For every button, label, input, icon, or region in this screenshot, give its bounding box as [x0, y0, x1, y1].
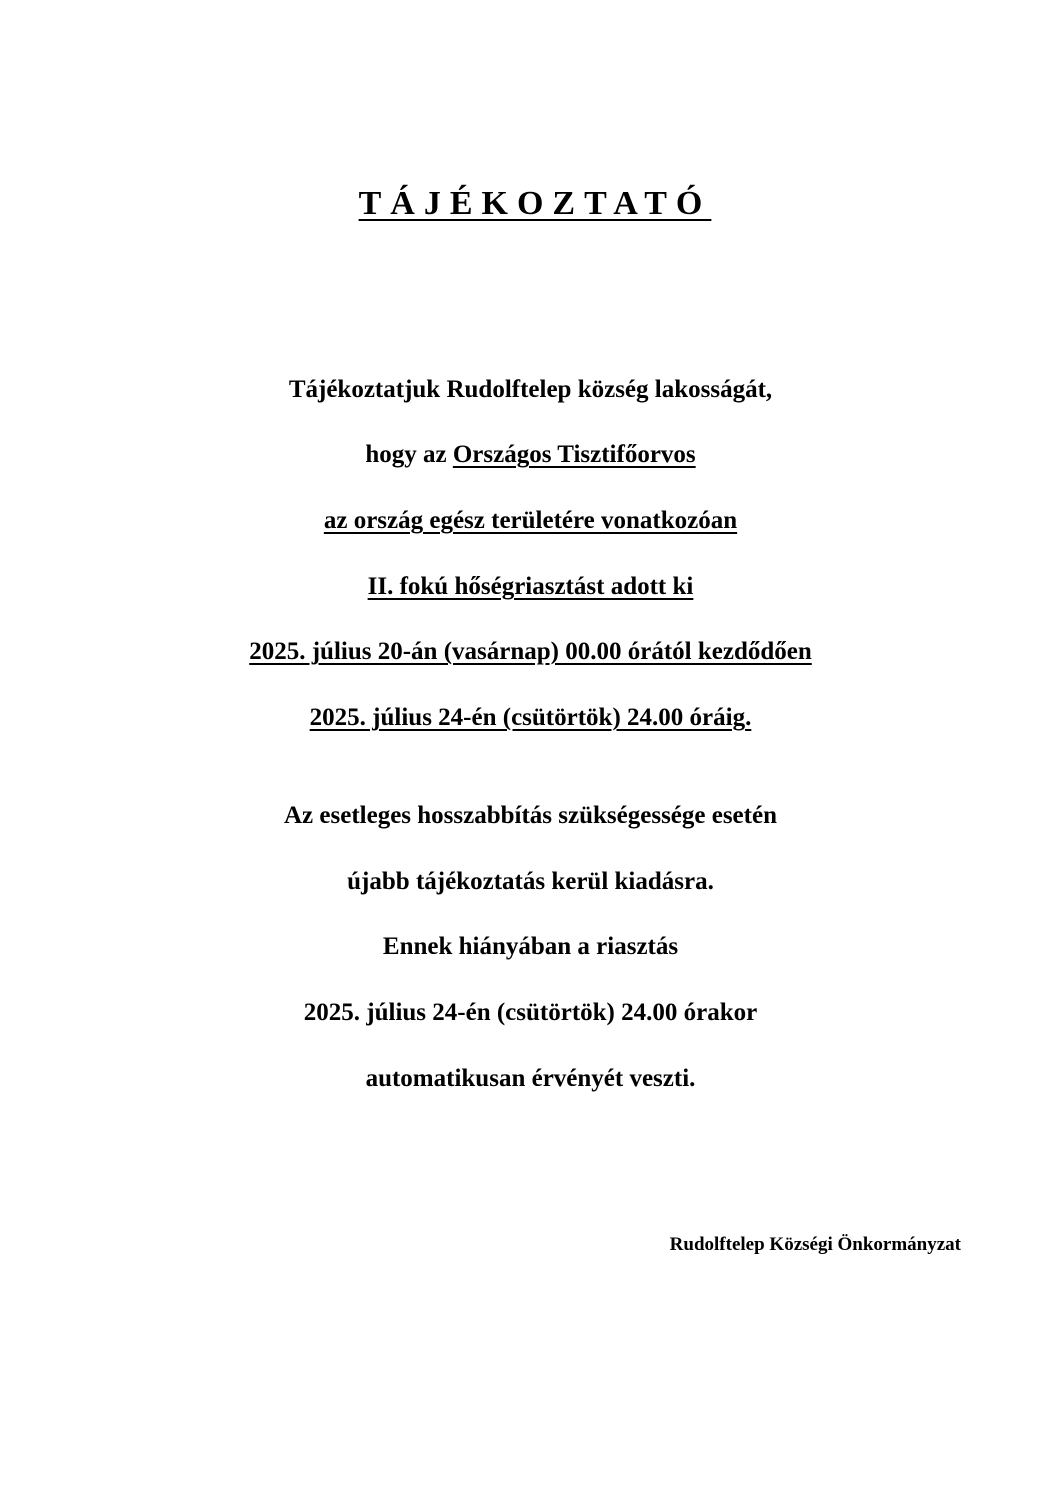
extension-line-2: újabb tájékoztatás kerül kiadásra.	[347, 868, 714, 895]
notice-line-6	[0, 702, 1061, 734]
extension-line-3: Ennek hiányában a riasztás	[382, 933, 679, 960]
document-title-text: TÁJÉKOZTATÓ	[358, 185, 712, 222]
signature: Rudolftelep Községi Önkormányzat	[669, 1234, 961, 1255]
alert-start-date-text: 2025. július 20-án (vasárnap) 00.00 órától kezdődően	[249, 638, 812, 665]
notice-line-2-prefix: hogy az	[365, 441, 453, 468]
extension-line-4: 2025. július 24-én (csütörtök) 24.00 órakor	[303, 999, 758, 1026]
alert-end-date-text: 2025. július 24-én (csütörtök) 24.00 óráig.	[309, 704, 752, 731]
chief-medical-officer-text: Országos Tisztifőorvos	[452, 441, 696, 468]
notice-line-2	[0, 439, 1061, 471]
notice-line-3-text: az ország egész területére vonatkozóan	[323, 507, 738, 534]
notice-line-3	[0, 505, 1061, 537]
heat-alert-level-text: II. fokú hőségriasztást adott ki	[367, 573, 694, 600]
notice-line-5	[0, 636, 1061, 668]
extension-line-5: automatikusan érvényét veszti.	[365, 1065, 696, 1092]
notice-line-4	[0, 571, 1061, 603]
document-title	[0, 182, 1061, 226]
extension-line-1: Az esetleges hosszabbítás szükségessége esetén	[284, 802, 777, 829]
notice-line-1: Tájékoztatjuk Rudolftelep község lakosságát,	[288, 376, 773, 403]
